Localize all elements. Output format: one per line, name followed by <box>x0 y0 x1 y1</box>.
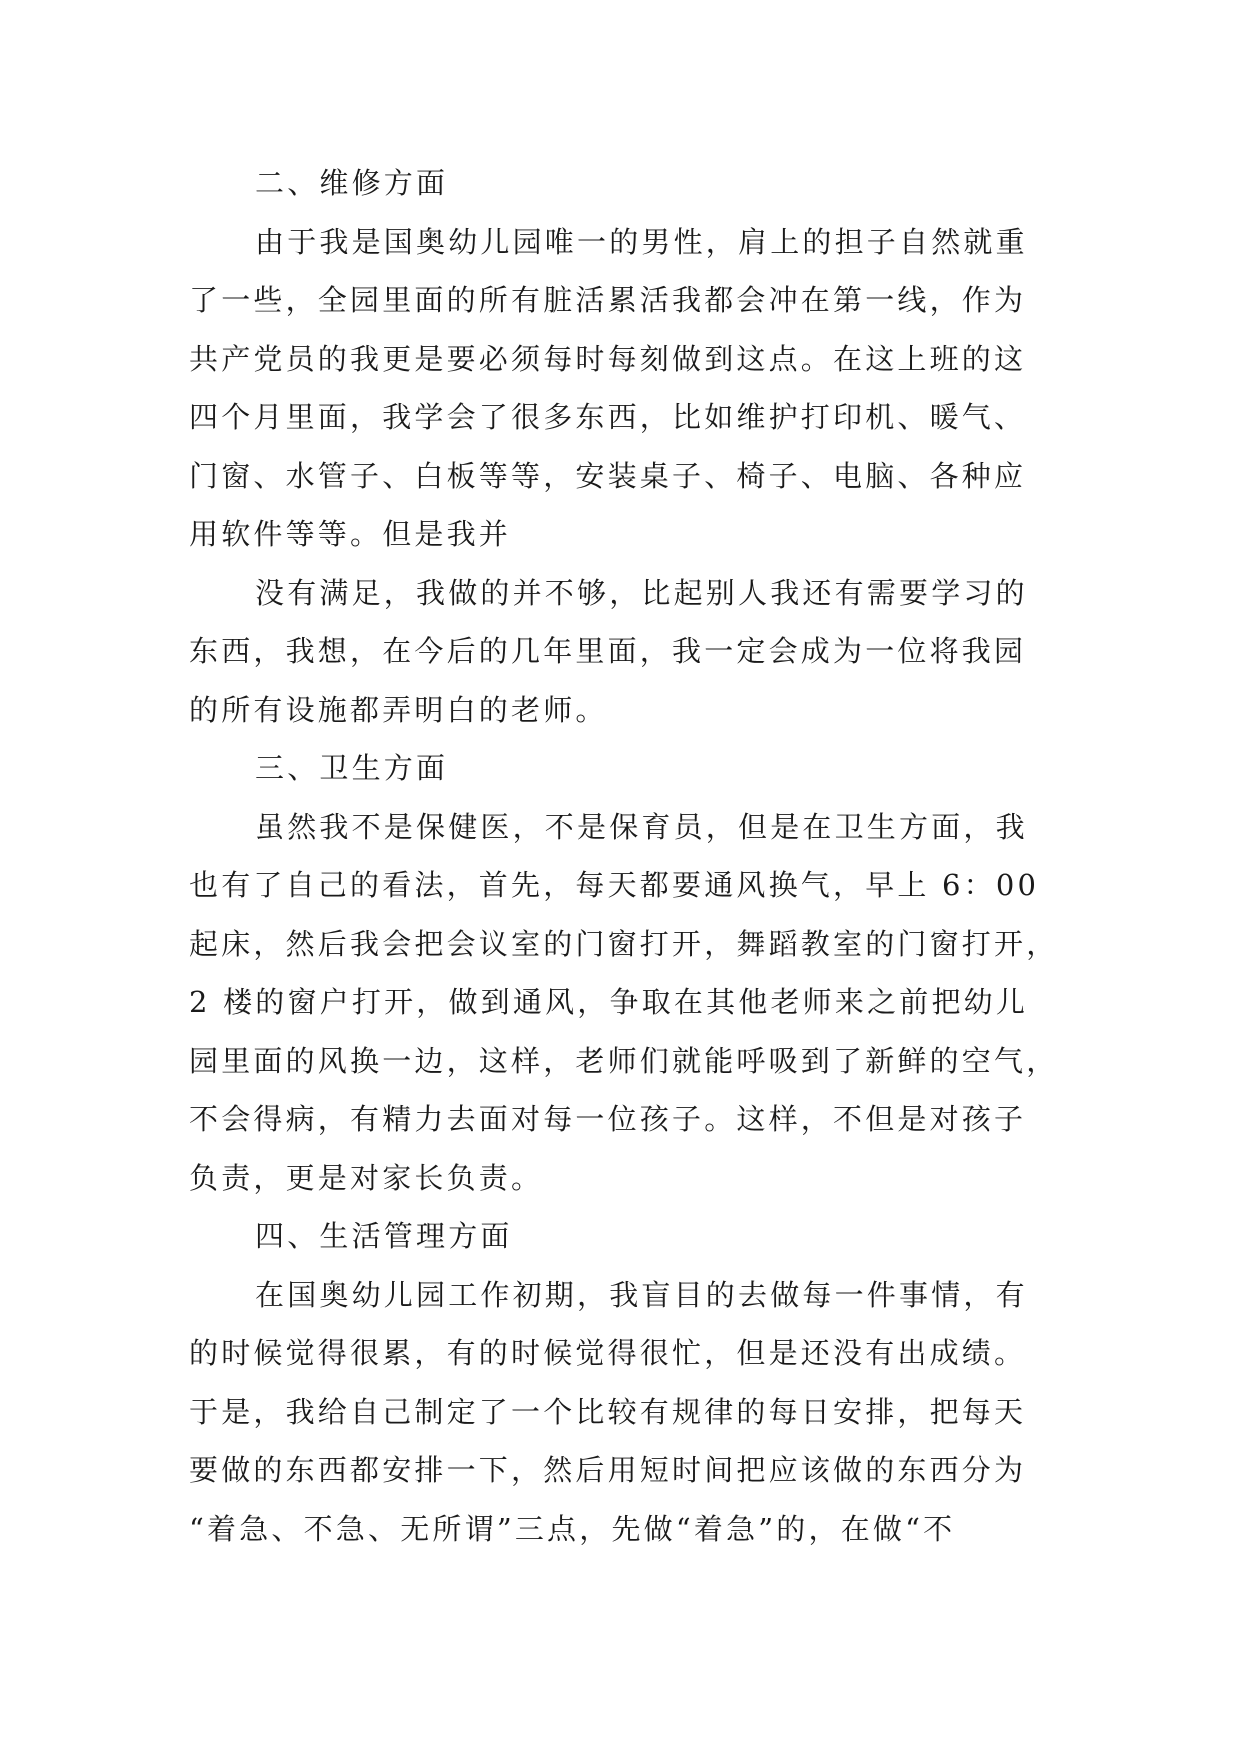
paragraph <box>189 1266 1051 1559</box>
text-line: 了一些，全园里面的所有脏活累活我都会冲在第一线，作为 <box>189 283 1027 317</box>
text-line: 由于我是国奥幼儿园唯一的男性，肩上的担子自然就重 <box>255 224 1028 259</box>
section-heading-life-management: 四、生活管理方面 <box>255 1219 513 1253</box>
paragraph <box>189 564 1051 740</box>
text-line: 虽然我不是保健医，不是保育员，但是在卫生方面，我 <box>255 809 1028 844</box>
text-line: 2 楼的窗户打开，做到通风，争取在其他老师来之前把幼儿 <box>189 985 1029 1019</box>
text-line: 要做的东西都安排一下，然后用短时间把应该做的东西分为 <box>189 1453 1027 1487</box>
section-heading-hygiene: 三、卫生方面 <box>255 751 449 785</box>
text-line: 在国奥幼儿园工作初期，我盲目的去做每一件事情，有 <box>255 1277 1028 1312</box>
paragraph <box>189 798 1059 1208</box>
text-line: 没有满足，我做的并不够，比起别人我还有需要学习的 <box>255 575 1028 610</box>
text-line: 的时候觉得很累，有的时候觉得很忙，但是还没有出成绩。 <box>189 1336 1027 1370</box>
text-line: 于是，我给自己制定了一个比较有规律的每日安排，把每天 <box>189 1394 1027 1429</box>
text-line: “着急、不急、无所谓”三点，先做“着急”的，在做“不 <box>189 1511 956 1546</box>
text-line: 负责，更是对家长负责。 <box>189 1160 544 1195</box>
section-heading-repair: 二、维修方面 <box>255 166 449 200</box>
text-line: 四个月里面，我学会了很多东西，比如维护打印机、暖气、 <box>189 400 1027 434</box>
text-line: 共产党员的我更是要必须每时每刻做到这点。在这上班的这 <box>189 341 1027 376</box>
text-line: 不会得病，有精力去面对每一位孩子。这样，不但是对孩子 <box>189 1102 1027 1136</box>
text-line: 门窗、水管子、白板等等，安装桌子、椅子、电脑、各种应 <box>189 458 1027 493</box>
text-line: 起床，然后我会把会议室的门窗打开，舞蹈教室的门窗打开， <box>189 926 1059 961</box>
document-body <box>189 154 1059 1558</box>
text-line: 园里面的风换一边，这样，老师们就能呼吸到了新鲜的空气， <box>189 1043 1059 1078</box>
text-line: 的所有设施都弄明白的老师。 <box>189 692 608 727</box>
text-line: 东西，我想，在今后的几年里面，我一定会成为一位将我园 <box>189 634 1027 668</box>
text-line: 也有了自己的看法，首先，每天都要通风换气，早上 6：00 <box>189 868 1040 902</box>
text-line: 用软件等等。但是我并 <box>189 517 512 551</box>
paragraph <box>189 213 1051 564</box>
